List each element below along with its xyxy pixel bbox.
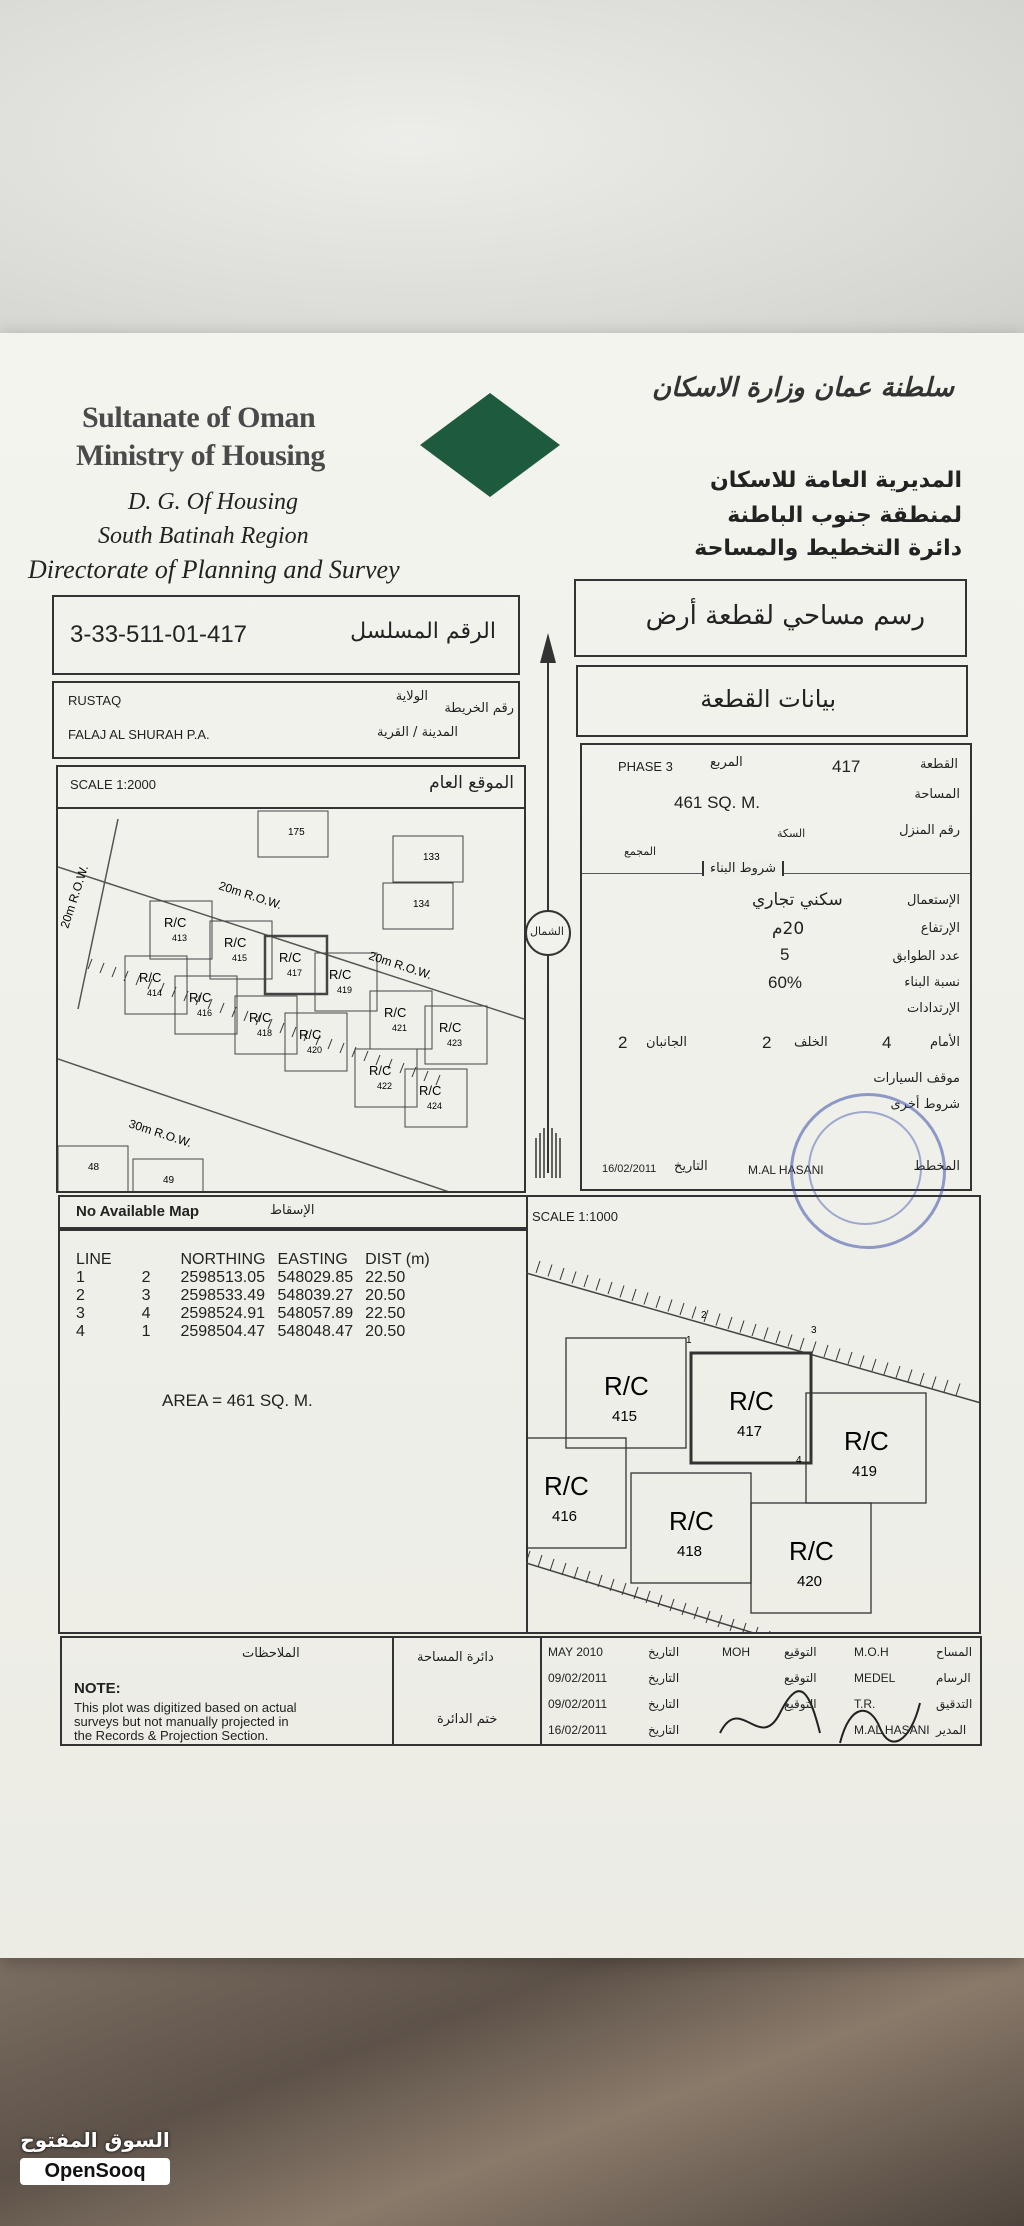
coordinates-cell: 1 bbox=[141, 1323, 151, 1340]
survey-dept-label: دائرة المساحة bbox=[417, 1650, 494, 1665]
corner-number: 4 bbox=[796, 1455, 802, 1466]
hatch-line bbox=[742, 1623, 746, 1633]
plot-rc-label: R/C bbox=[669, 1506, 714, 1536]
hatch-line bbox=[550, 1559, 554, 1571]
remarks-label: الملاحظات bbox=[242, 1646, 300, 1661]
divider bbox=[540, 1638, 542, 1744]
hatch-line bbox=[706, 1611, 710, 1623]
hatch-line bbox=[656, 1296, 660, 1308]
hatch-line bbox=[328, 1039, 332, 1049]
hatch-line bbox=[766, 1631, 770, 1633]
header-en-line4: South Batinah Region bbox=[98, 523, 309, 549]
plot-outline bbox=[425, 1006, 487, 1064]
coordinates-row bbox=[76, 1305, 442, 1323]
hatch-line bbox=[908, 1370, 912, 1382]
approval-date: 16/02/2011 bbox=[548, 1723, 608, 1737]
hatch-line bbox=[526, 1551, 530, 1563]
use-value: سكني تجاري bbox=[752, 890, 843, 910]
location-map-box bbox=[56, 765, 526, 1193]
other-conditions-label: شروط أخرى bbox=[890, 1097, 960, 1112]
header-ar-line1: المديرية العامة للاسكان bbox=[709, 468, 962, 493]
hatch-line bbox=[812, 1342, 816, 1354]
coordinates-row bbox=[76, 1269, 442, 1287]
back-value: 2 bbox=[762, 1033, 772, 1052]
header-northing: NORTHING bbox=[180, 1251, 266, 1268]
hatch-line bbox=[728, 1317, 732, 1329]
note-title: NOTE: bbox=[74, 1680, 121, 1697]
village-value: FALAJ AL SHURAH P.A. bbox=[68, 727, 210, 742]
plot-label: القطعة bbox=[919, 757, 958, 772]
hatch-line bbox=[244, 1011, 248, 1021]
road-edge bbox=[526, 1563, 981, 1633]
location-box bbox=[52, 681, 520, 759]
coordinates-box bbox=[58, 1229, 528, 1634]
approval-role: الرسام bbox=[936, 1671, 971, 1685]
plot-outline bbox=[125, 956, 187, 1014]
hatch-line bbox=[596, 1279, 600, 1291]
plot-number: 414 bbox=[147, 988, 163, 998]
approval-name: T.R. bbox=[854, 1697, 876, 1711]
hatch-line bbox=[562, 1563, 566, 1575]
approval-date-label: التاريخ bbox=[648, 1697, 680, 1711]
hatch-line bbox=[538, 1555, 542, 1567]
hatch-line bbox=[682, 1603, 686, 1615]
coordinates-cell: 2 bbox=[141, 1269, 151, 1286]
hatch-line bbox=[718, 1615, 722, 1627]
detail-map-scale: SCALE 1:1000 bbox=[532, 1209, 619, 1224]
hatch-line bbox=[292, 1027, 296, 1037]
hatch-line bbox=[586, 1571, 590, 1583]
approval-signature-label: التوقيع bbox=[784, 1671, 817, 1685]
road-label: 20m R.O.W. bbox=[58, 863, 92, 930]
header-line: LINE bbox=[76, 1251, 112, 1268]
village-label: المدينة / القرية bbox=[377, 725, 458, 740]
plot-rc-label: R/C bbox=[544, 1471, 589, 1501]
plot-value: 417 bbox=[832, 757, 861, 776]
plot-number: 418 bbox=[257, 1028, 273, 1038]
hatch-line bbox=[884, 1363, 888, 1375]
sides-value: 2 bbox=[618, 1033, 628, 1052]
ratio-value: 60% bbox=[768, 973, 803, 992]
hatch-line bbox=[800, 1338, 804, 1350]
detail-map-box bbox=[526, 1195, 981, 1634]
plot-outline bbox=[405, 1069, 467, 1127]
hatch-line bbox=[920, 1373, 924, 1385]
plot-rc-label: R/C bbox=[164, 915, 187, 930]
plot-rc-label: R/C bbox=[224, 935, 247, 950]
floors-label: عدد الطوابق bbox=[892, 949, 960, 964]
hatch-line bbox=[740, 1321, 744, 1333]
serial-label: الرقم المسلسل bbox=[350, 619, 496, 644]
plot-rc-label: R/C bbox=[369, 1063, 392, 1078]
road-edge bbox=[58, 1059, 458, 1193]
north-arrow-icon bbox=[518, 633, 578, 1193]
serial-value: 3-33-511-01-417 bbox=[70, 621, 248, 648]
hatch-line bbox=[896, 1366, 900, 1378]
coordinates-table bbox=[76, 1251, 442, 1341]
divider bbox=[392, 1638, 394, 1744]
survey-document bbox=[0, 333, 1024, 1958]
plot-rc-label: R/C bbox=[789, 1536, 834, 1566]
corner-number: 3 bbox=[811, 1325, 817, 1336]
setbacks-label: الإرتدادات bbox=[907, 1001, 960, 1016]
plot-number: 49 bbox=[163, 1175, 175, 1186]
header-en-line5: Directorate of Planning and Survey bbox=[28, 555, 400, 584]
watermark-ar: السوق المفتوح bbox=[20, 2128, 170, 2152]
coordinates-cell: 20.50 bbox=[365, 1323, 406, 1340]
dept-stamp-label: ختم الدائرة bbox=[437, 1712, 498, 1727]
plot-number: 422 bbox=[377, 1081, 393, 1091]
approval-date-label: التاريخ bbox=[648, 1645, 680, 1659]
plot-number: 413 bbox=[172, 933, 188, 943]
plot-rc-label: R/C bbox=[604, 1371, 649, 1401]
plot-number: 420 bbox=[307, 1045, 323, 1055]
hatch-line bbox=[620, 1286, 624, 1298]
approval-role: المدير bbox=[936, 1723, 967, 1737]
plot-number: 419 bbox=[852, 1463, 878, 1480]
header-ar-line2: لمنطقة جنوب الباطنة bbox=[727, 503, 962, 528]
hatch-line bbox=[548, 1265, 552, 1277]
hatch-line bbox=[824, 1345, 828, 1357]
hatch-line bbox=[752, 1324, 756, 1336]
hatch-line bbox=[776, 1331, 780, 1343]
projection-ar: الإسقاط bbox=[270, 1203, 315, 1218]
road-label: 20m R.O.W. bbox=[217, 878, 284, 913]
plot-outline bbox=[235, 996, 297, 1054]
approval-signature: MOH bbox=[722, 1645, 750, 1659]
hatch-line bbox=[560, 1268, 564, 1280]
hatch-line bbox=[788, 1335, 792, 1347]
coordinates-cell: 2 bbox=[76, 1287, 85, 1304]
hatch-line bbox=[536, 1261, 540, 1273]
coordinates-cell: 22.50 bbox=[365, 1269, 406, 1286]
plot-number: 48 bbox=[88, 1162, 100, 1173]
plot-rc-label: R/C bbox=[844, 1426, 889, 1456]
header-en-line2: Ministry of Housing bbox=[76, 439, 325, 472]
area-value: 461 SQ. M. bbox=[674, 793, 760, 812]
coordinates-row bbox=[76, 1287, 442, 1305]
planner-value: M.AL HASANI bbox=[748, 1163, 824, 1177]
hatch-line bbox=[872, 1359, 876, 1371]
plot-outline bbox=[210, 921, 272, 979]
location-map-scale: SCALE 1:2000 bbox=[70, 777, 157, 792]
plot-number: 175 bbox=[288, 827, 305, 838]
plot-number: 415 bbox=[232, 953, 248, 963]
hatch-line bbox=[860, 1356, 864, 1368]
hatch-line bbox=[340, 1043, 344, 1053]
approval-date-label: التاريخ bbox=[648, 1671, 680, 1685]
note-text-2: surveys but not manually projected in bbox=[74, 1714, 289, 1729]
coordinates-cell: 1 bbox=[76, 1269, 85, 1286]
corner-number: 2 bbox=[701, 1310, 707, 1321]
hatch-line bbox=[680, 1303, 684, 1315]
hatch-line bbox=[692, 1307, 696, 1319]
header-en-line3: D. G. Of Housing bbox=[128, 489, 299, 515]
hatch-line bbox=[572, 1272, 576, 1284]
plot-number: 421 bbox=[392, 1023, 408, 1033]
hatch-line bbox=[730, 1619, 734, 1631]
coordinates-header-row bbox=[76, 1251, 442, 1269]
plot-rc-label: R/C bbox=[249, 1010, 272, 1025]
emblem-diamond bbox=[420, 393, 560, 533]
coordinates-cell: 2598513.05 bbox=[180, 1269, 266, 1286]
projection-box bbox=[58, 1195, 528, 1229]
plot-number: 416 bbox=[552, 1508, 578, 1525]
plot-date-value: 16/02/2011 bbox=[602, 1163, 657, 1175]
plot-rc-label: R/C bbox=[279, 950, 302, 965]
hatch-line bbox=[944, 1380, 948, 1392]
detail-map-drawing bbox=[526, 1233, 981, 1633]
plot-outline bbox=[175, 976, 237, 1034]
plot-rc-label: R/C bbox=[329, 967, 352, 982]
approval-name: M.O.H bbox=[854, 1645, 889, 1659]
planner-label: المخطط bbox=[913, 1159, 960, 1174]
plot-number: 416 bbox=[197, 1008, 213, 1018]
location-map-title: الموقع العام bbox=[429, 773, 514, 793]
plot-outline bbox=[370, 991, 432, 1049]
approval-role: المساح bbox=[936, 1645, 973, 1659]
coordinates-cell: 22.50 bbox=[365, 1305, 406, 1322]
back-label: الخلف bbox=[794, 1035, 828, 1050]
plot-number: 423 bbox=[447, 1038, 463, 1048]
complex-label: المجمع bbox=[624, 845, 657, 858]
coordinates-cell: 548057.89 bbox=[277, 1305, 354, 1322]
wilaya-label: الولاية bbox=[395, 689, 428, 704]
hatch-line bbox=[716, 1314, 720, 1326]
hatch-line bbox=[364, 1051, 368, 1061]
header-easting: EASTING bbox=[277, 1251, 348, 1268]
coordinates-cell: 3 bbox=[76, 1305, 85, 1322]
hatch-line bbox=[280, 1023, 284, 1033]
note-text-3: the Records & Projection Section. bbox=[74, 1728, 269, 1743]
conditions-title: شروط البناء bbox=[702, 861, 784, 876]
wilaya-value: RUSTAQ bbox=[68, 693, 122, 708]
plot-number: 420 bbox=[797, 1573, 823, 1590]
plot-number: 417 bbox=[737, 1423, 763, 1440]
height-label: الإرتفاع bbox=[920, 921, 960, 936]
coordinates-cell: 4 bbox=[141, 1305, 151, 1322]
front-value: 4 bbox=[882, 1033, 892, 1052]
coordinates-cell: 548039.27 bbox=[277, 1287, 354, 1304]
plot-rc-label: R/C bbox=[729, 1386, 774, 1416]
doc-title: رسم مساحي لقطعة أرض bbox=[645, 601, 925, 631]
plot-number: 415 bbox=[612, 1408, 638, 1425]
plot-number: 133 bbox=[423, 852, 440, 863]
ratio-label: نسبة البناء bbox=[904, 975, 960, 990]
approval-row bbox=[544, 1640, 980, 1666]
hatch-line bbox=[100, 963, 104, 973]
watermark-logo bbox=[20, 2128, 170, 2198]
hatch-line bbox=[608, 1282, 612, 1294]
coordinates-cell: 548029.85 bbox=[277, 1269, 354, 1286]
background-wall bbox=[0, 0, 1024, 350]
square-value: PHASE 3 bbox=[618, 759, 673, 774]
header-dist: DIST (m) bbox=[365, 1251, 430, 1268]
use-label: الإستعمال bbox=[906, 893, 960, 908]
hatch-line bbox=[848, 1352, 852, 1364]
street-label: السكة bbox=[777, 827, 806, 840]
plot-number: 418 bbox=[677, 1543, 703, 1560]
road-edge bbox=[78, 819, 118, 1009]
hatch-line bbox=[584, 1275, 588, 1287]
plot-outline bbox=[355, 1049, 417, 1107]
house-no-label: رقم المنزل bbox=[899, 823, 960, 838]
hatch-line bbox=[694, 1607, 698, 1619]
square-label: المربع bbox=[710, 755, 743, 770]
location-map-drawing bbox=[58, 809, 524, 1193]
hatch-line bbox=[956, 1384, 960, 1396]
plot-rc-label: R/C bbox=[439, 1020, 462, 1035]
plot-rc-label: R/C bbox=[299, 1027, 322, 1042]
watermark-en: OpenSooq bbox=[20, 2158, 170, 2185]
hatch-line bbox=[400, 1063, 404, 1073]
serial-box bbox=[52, 595, 520, 675]
plot-rc-label: R/C bbox=[189, 990, 212, 1005]
doc-title-box bbox=[574, 579, 967, 657]
hatch-line bbox=[754, 1627, 758, 1633]
area-label: المساحة bbox=[914, 787, 960, 802]
plot-number: 424 bbox=[427, 1101, 443, 1111]
hatch-line bbox=[670, 1599, 674, 1611]
approval-signature-label: التوقيع bbox=[784, 1697, 817, 1711]
coordinates-cell: 20.50 bbox=[365, 1287, 406, 1304]
plot-data-title-box bbox=[576, 665, 968, 737]
area-total: AREA = 461 SQ. M. bbox=[162, 1391, 313, 1410]
hatch-line bbox=[574, 1567, 578, 1579]
coordinates-cell: 548048.47 bbox=[277, 1323, 354, 1340]
header-ar-line3: دائرة التخطيط والمساحة bbox=[694, 536, 962, 561]
coordinates-cell: 3 bbox=[141, 1287, 151, 1304]
header-ar-calligraphy: سلطنة عمان وزارة الاسكان bbox=[652, 373, 954, 403]
map-number-label: رقم الخريطة bbox=[444, 701, 514, 716]
hatch-line bbox=[632, 1289, 636, 1301]
header-blank bbox=[142, 1251, 181, 1269]
plot-rc-label: R/C bbox=[384, 1005, 407, 1020]
projection-en: No Available Map bbox=[76, 1203, 200, 1220]
plot-number: 417 bbox=[287, 968, 303, 978]
parking-label: موقف السيارات bbox=[873, 1071, 960, 1086]
approval-name: MEDEL bbox=[854, 1671, 896, 1685]
hatch-line bbox=[668, 1300, 672, 1312]
approval-date: 09/02/2011 bbox=[548, 1671, 608, 1685]
coordinates-cell: 2598504.47 bbox=[180, 1323, 266, 1340]
sides-label: الجانبان bbox=[646, 1035, 687, 1050]
approval-date: 09/02/2011 bbox=[548, 1697, 608, 1711]
approval-signature-label: التوقيع bbox=[784, 1645, 817, 1659]
coordinates-cell: 4 bbox=[76, 1323, 85, 1340]
hatch-line bbox=[644, 1293, 648, 1305]
hatch-line bbox=[112, 967, 116, 977]
plot-number: 134 bbox=[413, 899, 430, 910]
corner-number: 1 bbox=[686, 1335, 692, 1346]
plot-rc-label: R/C bbox=[139, 970, 162, 985]
approval-date-label: التاريخ bbox=[648, 1723, 680, 1737]
plot-rc-label: R/C bbox=[419, 1083, 442, 1098]
plot-data-title: بيانات القطعة bbox=[700, 685, 836, 713]
approval-date: MAY 2010 bbox=[548, 1645, 603, 1659]
approval-role: التدقيق bbox=[936, 1697, 973, 1711]
note-text-1: This plot was digitized based on actual bbox=[74, 1700, 297, 1715]
hatch-line bbox=[424, 1071, 428, 1081]
plot-outline bbox=[285, 1013, 347, 1071]
coordinates-cell: 2598533.49 bbox=[180, 1287, 266, 1304]
hatch-line bbox=[764, 1328, 768, 1340]
coordinates-row bbox=[76, 1323, 442, 1341]
plot-number: 419 bbox=[337, 985, 353, 995]
road-label: 20m R.O.W. bbox=[367, 948, 434, 983]
floors-value: 5 bbox=[780, 945, 790, 964]
diamond-emblem-icon bbox=[420, 393, 560, 533]
height-value: 20م bbox=[772, 919, 805, 939]
hatch-line bbox=[836, 1349, 840, 1361]
front-label: الأمام bbox=[930, 1035, 960, 1050]
hatch-line bbox=[220, 1003, 224, 1013]
header-en-line1: Sultanate of Oman bbox=[82, 401, 316, 434]
road-label: 30m R.O.W. bbox=[127, 1116, 194, 1151]
hatch-line bbox=[932, 1377, 936, 1389]
plot-outline bbox=[150, 901, 212, 959]
coordinates-cell: 2598524.91 bbox=[180, 1305, 266, 1322]
signature-scribble bbox=[710, 1673, 930, 1763]
approval-name: M.AL HASANI bbox=[854, 1723, 930, 1737]
north-label: الشمال bbox=[530, 925, 564, 938]
plot-date-label: التاريخ bbox=[674, 1159, 708, 1174]
